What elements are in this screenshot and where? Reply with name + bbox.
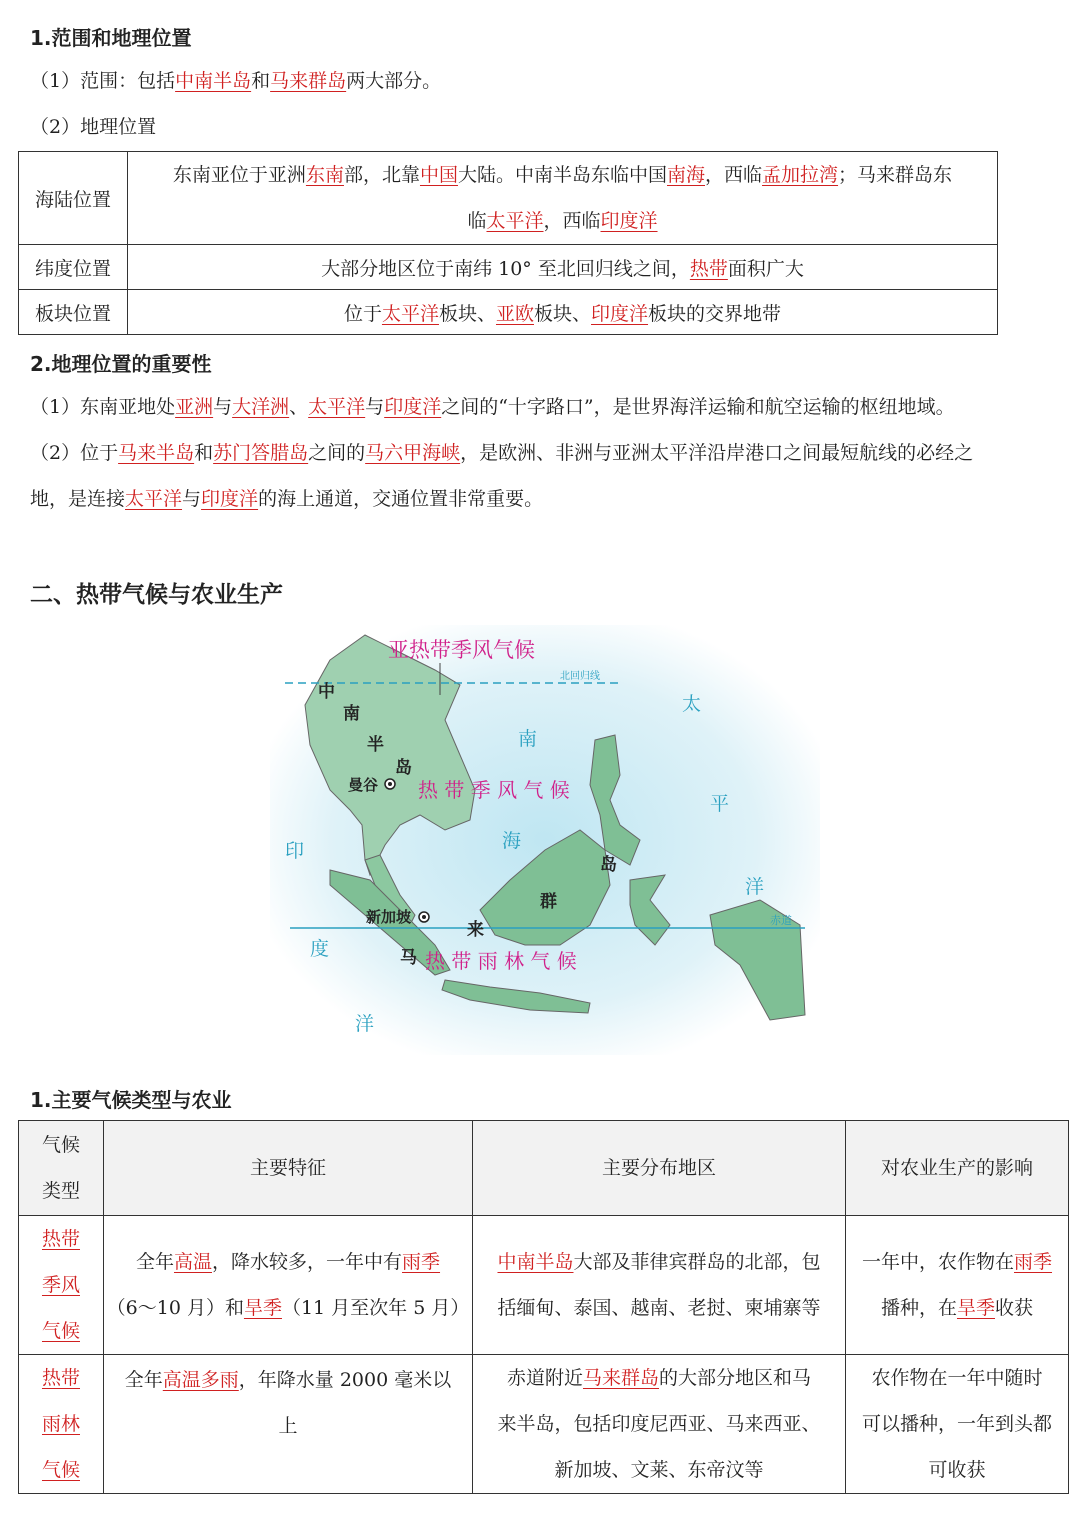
indian-char: 洋 — [355, 1013, 375, 1035]
text: 板块、 — [534, 302, 592, 325]
southeast-asia-climate-map — [270, 625, 820, 1055]
peninsula-char: 半 — [367, 735, 384, 755]
bangkok-label: 曼谷 — [348, 776, 379, 794]
text: 赤道附近 — [506, 1367, 583, 1389]
text: 全年 — [124, 1369, 163, 1391]
archipelago-char: 来 — [467, 920, 484, 940]
type-text: 雨林 — [41, 1413, 80, 1435]
type-text: 气候 — [41, 1320, 80, 1342]
section-heading: 二、热带气候与农业生产 — [30, 582, 283, 608]
answer: 马来半岛 — [118, 442, 195, 464]
text: 的大部分地区和马 — [659, 1367, 812, 1389]
text: 两大部分。 — [346, 70, 442, 92]
answer: 亚欧 — [495, 302, 534, 325]
peninsula-char: 岛 — [395, 758, 412, 778]
text: （1）范围：包括 — [30, 70, 176, 92]
answer: 热带 — [689, 257, 728, 280]
table-row — [19, 290, 998, 335]
type-text: 季风 — [41, 1274, 80, 1296]
answer: 旱季 — [956, 1297, 995, 1319]
text: 全年 — [135, 1251, 174, 1273]
tropical-rainforest-label: 热 带 雨 林 气 候 — [425, 949, 577, 973]
table-row — [19, 1355, 1069, 1494]
climate-type-cell — [19, 1355, 104, 1494]
text: 之间的 — [308, 442, 366, 464]
latitude-position-cell — [128, 245, 998, 290]
answer: 孟加拉湾 — [762, 164, 839, 186]
answer: 印度洋 — [600, 210, 658, 232]
answer: 中南半岛 — [497, 1251, 574, 1273]
plate-position-cell — [128, 290, 998, 335]
answer: 太平洋 — [486, 210, 544, 232]
text: （6～10 月）和 — [106, 1297, 244, 1319]
location-subtitle: （2）地理位置 — [30, 116, 157, 138]
climate-type-cell — [19, 1216, 104, 1355]
text: 收获 — [995, 1297, 1034, 1319]
answer: 亚洲 — [175, 396, 214, 418]
distribution-cell — [473, 1216, 846, 1355]
text: 面积广大 — [727, 257, 804, 280]
importance-paragraph-3 — [30, 476, 543, 522]
south-sea-char: 南 — [518, 728, 538, 750]
archipelago-char: 群 — [540, 892, 557, 912]
text: （2）位于 — [30, 442, 119, 464]
subtropical-monsoon-label: 亚热带季风气候 — [388, 638, 535, 662]
answer: 中国 — [419, 164, 458, 186]
answer: 太平洋 — [125, 488, 183, 510]
indian-char: 度 — [310, 938, 330, 960]
text: ，降水较多，一年中有 — [212, 1251, 403, 1273]
text: 板块、 — [438, 302, 496, 325]
section-1-title: 1.范围和地理位置 — [30, 26, 192, 50]
text: （1）东南亚地处 — [30, 396, 176, 418]
text: 大部分地区位于南纬 10° 至北回归线之间， — [321, 257, 690, 280]
answer: 旱季 — [243, 1297, 282, 1319]
answer: 雨季 — [1014, 1251, 1053, 1273]
range-paragraph — [30, 58, 441, 104]
peninsula-char: 南 — [343, 704, 360, 724]
climate-table — [18, 1120, 1069, 1494]
tropical-monsoon-label: 热 带 季 风 气 候 — [418, 778, 570, 802]
header-agriculture: 对农业生产的影响 — [846, 1121, 1069, 1216]
importance-paragraph-1 — [30, 384, 955, 430]
answer: 马来群岛 — [270, 70, 347, 92]
text: 可收获 — [928, 1459, 986, 1481]
text: 之间的“十字路口”，是世界海洋运输和航空运输的枢纽地域。 — [441, 396, 955, 418]
answer: 高温多雨 — [162, 1369, 239, 1391]
singapore-marker-dot — [422, 915, 426, 919]
singapore-label: 新加坡 — [366, 908, 412, 926]
answer: 东南 — [305, 164, 344, 186]
row-label: 纬度位置 — [19, 245, 128, 290]
header-distribution: 主要分布地区 — [473, 1121, 846, 1216]
row-label: 海陆位置 — [19, 152, 128, 245]
text: 地，是连接 — [30, 488, 126, 510]
text: 括缅甸、泰国、越南、老挝、柬埔寨等 — [497, 1297, 821, 1319]
header-text: 类型 — [41, 1180, 80, 1202]
agriculture-cell — [846, 1216, 1069, 1355]
agriculture-cell — [846, 1355, 1069, 1494]
text: 板块的交界地带 — [648, 302, 782, 325]
text: （11 月至次年 5 月） — [281, 1297, 470, 1319]
text: ，西临 — [543, 210, 601, 232]
text: ，西临 — [705, 164, 763, 186]
section-3-title: 1.主要气候类型与农业 — [30, 1088, 232, 1112]
equator-label: 赤道 — [770, 914, 792, 927]
type-text: 热带 — [41, 1228, 80, 1250]
text: 上 — [278, 1415, 298, 1437]
features-cell — [104, 1355, 473, 1494]
answer: 马来群岛 — [582, 1367, 659, 1389]
text: 位于 — [343, 302, 382, 325]
row-label: 板块位置 — [19, 290, 128, 335]
section-2-title: 2.地理位置的重要性 — [30, 352, 212, 376]
text: 农作物在一年中随时 — [871, 1367, 1043, 1389]
answer: 印度洋 — [384, 396, 442, 418]
answer: 太平洋 — [381, 302, 439, 325]
location-table — [18, 151, 998, 335]
text: 新加坡、文莱、东帝汶等 — [554, 1459, 764, 1481]
text: 大部及菲律宾群岛的北部，包 — [573, 1251, 821, 1273]
answer: 印度洋 — [201, 488, 259, 510]
type-text: 热带 — [41, 1367, 80, 1389]
header-features: 主要特征 — [104, 1121, 473, 1216]
answer: 中南半岛 — [175, 70, 252, 92]
text: 东南亚位于亚洲 — [172, 164, 306, 186]
answer: 高温 — [173, 1251, 212, 1273]
text: 大陆。中南半岛东临中国 — [457, 164, 667, 186]
table-header-row — [19, 1121, 1069, 1216]
text: 、 — [289, 396, 309, 418]
answer: 马六甲海峡 — [365, 442, 461, 464]
pacific-char: 洋 — [745, 876, 765, 898]
answer: 印度洋 — [591, 302, 649, 325]
tropic-label: 北回归线 — [560, 671, 600, 682]
pacific-char: 平 — [710, 793, 730, 815]
sea-land-position-cell — [128, 152, 998, 245]
distribution-cell — [473, 1355, 846, 1494]
text: ；马来群岛东 — [838, 164, 953, 186]
answer: 南海 — [667, 164, 706, 186]
text: 可以播种，一年到头都 — [861, 1413, 1052, 1435]
indian-char: 印 — [285, 840, 305, 862]
table-row — [19, 245, 998, 290]
table-row — [19, 152, 998, 245]
south-sea-char: 海 — [502, 830, 522, 852]
answer: 大洋洲 — [232, 396, 290, 418]
archipelago-char: 马 — [400, 948, 417, 968]
answer: 苏门答腊岛 — [213, 442, 309, 464]
text: 一年中，农作物在 — [861, 1251, 1014, 1273]
answer: 太平洋 — [308, 396, 366, 418]
text: ，年降水量 2000 毫米以 — [238, 1369, 452, 1391]
table-row — [19, 1216, 1069, 1355]
text: 的海上通道，交通位置非常重要。 — [258, 488, 544, 510]
text: 与 — [365, 396, 385, 418]
header-climate-type — [19, 1121, 104, 1216]
text: 与 — [182, 488, 202, 510]
peninsula-char: 中 — [318, 682, 335, 702]
header-text: 气候 — [41, 1134, 80, 1156]
text: 部，北靠 — [343, 164, 420, 186]
archipelago-char: 岛 — [600, 855, 617, 875]
pacific-char: 太 — [682, 693, 702, 715]
bangkok-marker-dot — [388, 782, 392, 786]
answer: 雨季 — [402, 1251, 441, 1273]
text: 和 — [194, 442, 214, 464]
text: ，是欧洲、非洲与亚洲太平洋沿岸港口之间最短航线的必经之 — [460, 442, 974, 464]
text: 与 — [213, 396, 233, 418]
text: 来半岛，包括印度尼西亚、马来西亚、 — [497, 1413, 821, 1435]
text: 和 — [251, 70, 271, 92]
features-cell — [104, 1216, 473, 1355]
text: 播种，在 — [880, 1297, 957, 1319]
importance-paragraph-2 — [30, 430, 973, 476]
text: 临 — [467, 210, 487, 232]
type-text: 气候 — [41, 1459, 80, 1481]
